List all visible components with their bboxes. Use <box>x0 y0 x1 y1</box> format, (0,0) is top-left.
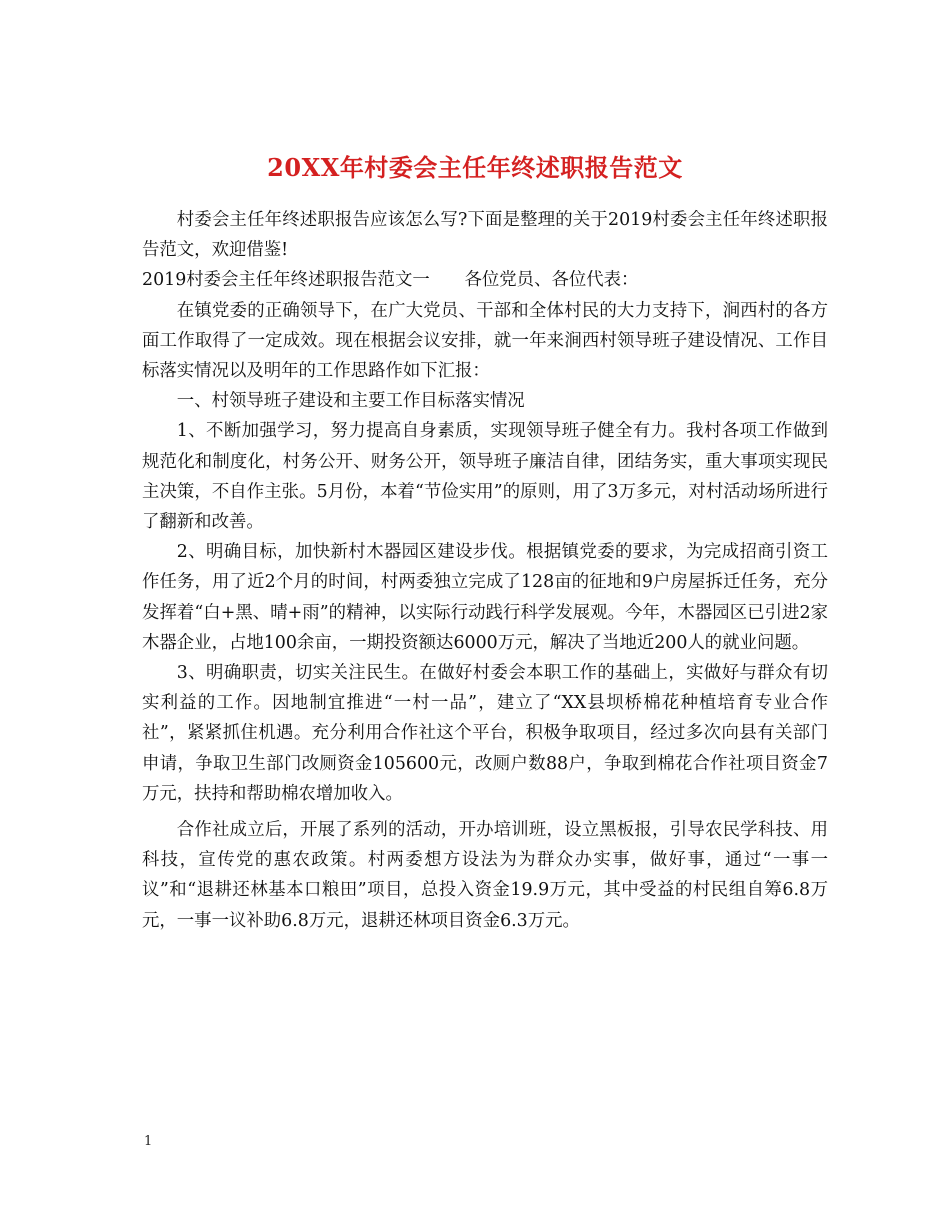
salutation-line: 2019村委会主任年终述职报告范文一 各位党员、各位代表： <box>142 270 639 291</box>
section-heading: 一、村领导班子建设和主要工作目标落实情况 <box>176 391 525 412</box>
page-number: 1 <box>144 1134 153 1149</box>
point-3-paragraph: 3、明确职责，切实关注民生。在做好村委会本职工作的基础上，实做好与群众有切实利益的工作。因地制宜推进“一村一品”，建立了“XX县坝桥棉花种植培育专业合作社”，紧紧抓住机遇。充分利用合作社这个平台，积极争取项目，经过多次向县有关部门申请，争取卫生部门改厕资金105600元，改厕户数88户，争取到棉花合作社项目资金7万元，扶持和帮助棉农增加收入。 <box>142 663 828 804</box>
point-1-paragraph: 1、不断加强学习，努力提高自身素质，实现领导班子健全有力。我村各项工作做到规范化和制度化，村务公开、财务公开，领导班子廉洁自律，团结务实，重大事项实现民主决策，不自作主张。5月份，本着“节俭实用”的原则，用了3万多元，对村活动场所进行了翻新和改善。 <box>142 421 828 533</box>
point-2-paragraph: 2、明确目标，加快新村木器园区建设步伐。根据镇党委的要求，为完成招商引资工作任务，用了近2个月的时间，村两委独立完成了128亩的征地和9户房屋拆迁任务，充分发挥着“白+黑、晴+雨”的精神，以实际行动践行科学发展观。今年，木器园区已引进2家木器企业，占地100余亩，一期投资额达6000万元，解决了当地近200人的就业问题。 <box>142 542 828 653</box>
document-body <box>142 205 828 936</box>
intro-paragraph: 村委会主任年终述职报告应该怎么写?下面是整理的关于2019村委会主任年终述职报告范文，欢迎借鉴! <box>142 210 828 261</box>
document-title: 20XX年村委会主任年终述职报告范文 <box>267 153 683 183</box>
opening-paragraph: 在镇党委的正确领导下，在广大党员、干部和全体村民的大力支持下，涧西村的各方面工作取得了一定成效。现在根据会议安排，就一年来涧西村领导班子建设情况、工作目标落实情况以及明年的工作思路作如下汇报： <box>142 300 828 382</box>
cooperative-paragraph: 合作社成立后，开展了系列的活动，开办培训班，设立黑板报，引导农民学科技、用科技，宣传党的惠农政策。村两委想方设法为为群众办实事，做好事，通过“一事一议”和“退耕还林基本口粮田”项目，总投入资金19.9万元，其中受益的村民组自筹6.8万元，一事一议补助6.8万元，退耕还林项目资金6.3万元。 <box>142 820 828 931</box>
